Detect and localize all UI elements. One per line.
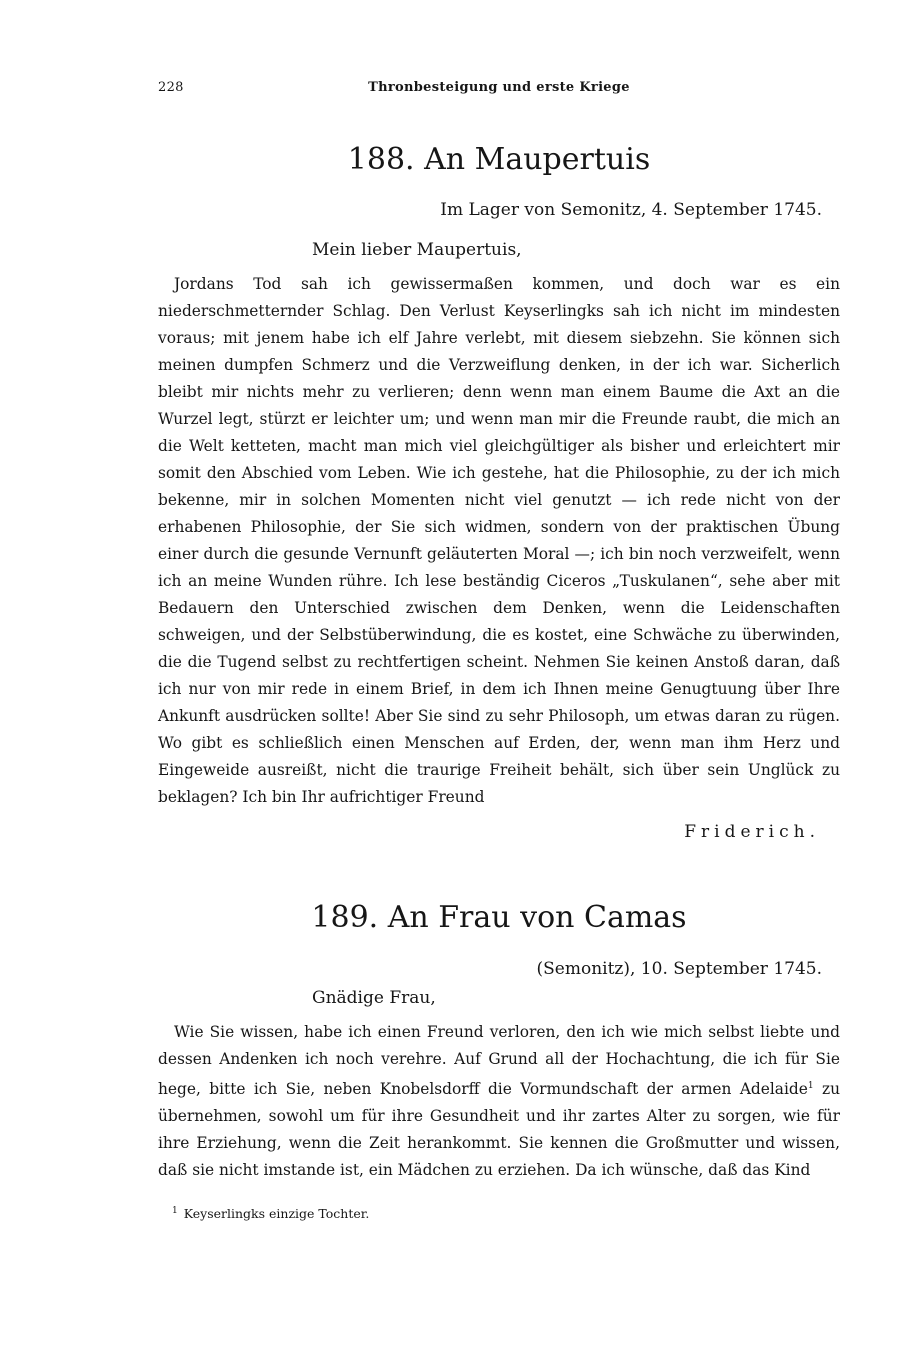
footnote-mark: 1 xyxy=(172,1206,178,1216)
footnote-text: Keyserlingks einzige Tochter. xyxy=(183,1206,370,1222)
page-number: 228 xyxy=(158,80,184,95)
footnote xyxy=(172,1202,369,1223)
letter-189-body xyxy=(158,1019,840,1184)
letter-189-heading: 189. An Frau von Camas xyxy=(311,900,687,935)
letter-188-heading: 188. An Maupertuis xyxy=(347,142,651,177)
running-head xyxy=(158,80,840,102)
letter-189-salutation: Gnädige Frau, xyxy=(312,988,436,1008)
letter-189-dateline: (Semonitz), 10. September 1745. xyxy=(536,959,822,979)
footnote-reference: 1 xyxy=(807,1081,814,1091)
letter-188-dateline: Im Lager von Semonitz, 4. September 1745. xyxy=(440,200,822,220)
letter-188-salutation: Mein lieber Maupertuis, xyxy=(312,240,522,260)
letter-188-body: Jordans Tod sah ich gewissermaßen kommen, und doch war es ein niederschmetternder Schlag. Den Verlust Keyserlingks sah ich nicht im mindesten voraus; mit jenem habe ich elf Jahre verlebt, mit diesem siebzehn. Sie können sich meinen dumpfen Schmerz und die Verzweiflung denken, in der ich war. Sicherlich bleibt mir nichts mehr zu verlieren; denn wenn man einem Baume die Axt an die Wurzel legt, stürzt er leichter um; und wenn man mir die Freunde raubt, die mich an die Welt ketteten, macht man mich viel gleichgültiger als bisher und erleichtert mir somit den Abschied vom Leben. Wie ich gestehe, hat die Philosophie, zu der ich mich bekenne, mir in solchen Momenten nicht viel genutzt — ich rede nicht von der erhabenen Philosophie, der Sie sich widmen, sondern von der praktischen Übung einer durch die gesunde Vernunft geläuterten Moral —; ich bin noch verzweifelt, wenn ich an meine Wunden rühre. Ich lese beständig Ciceros „Tuskulanen“, sehe aber mit Bedauern den Unterschied zwischen dem Denken, wenn die Leidenschaften schweigen, und der Selbstüberwindung, die es kostet, eine Schwäche zu überwinden, die die Tugend selbst zu rechtfertigen scheint. Nehmen Sie keinen Anstoß daran, daß ich nur von mir rede in einem Brief, in dem ich Ihnen meine Genugtuung über Ihre Ankunft ausdrücken sollte! Aber Sie sind zu sehr Philosoph, um etwas daran zu rügen. Wo gibt es schließlich einen Menschen auf Erden, der, wenn man ihm Herz und Eingeweide ausreißt, nicht die traurige Freiheit behält, sich über sein Unglück zu beklagen? Ich bin Ihr aufrichtiger Freund xyxy=(158,275,840,806)
letter-189-body-text: Wie Sie wissen, habe ich einen Freund verloren, den ich wie mich selbst liebte und dessen Andenken ich noch verehre. Auf Grund all der Hochachtung, die ich für Sie hege, bitte ich Sie, neben Knobelsdorff die Vormundschaft der armen Adelaide xyxy=(158,1023,840,1099)
running-title: Thronbesteigung und erste Kriege xyxy=(368,80,630,95)
letter-189-body-text-cont: zu übernehmen, sowohl um für ihre Gesundheit und ihr zartes Alter zu sorgen, wie für ihre Erziehung, wenn die Zeit herankommt. Sie kennen die Großmutter und wissen, daß sie nicht imstande ist, ein Mädchen zu erziehen. Da ich wünsche, daß das Kind xyxy=(158,1080,840,1180)
letter-188-signature: Friderich. xyxy=(684,822,820,842)
